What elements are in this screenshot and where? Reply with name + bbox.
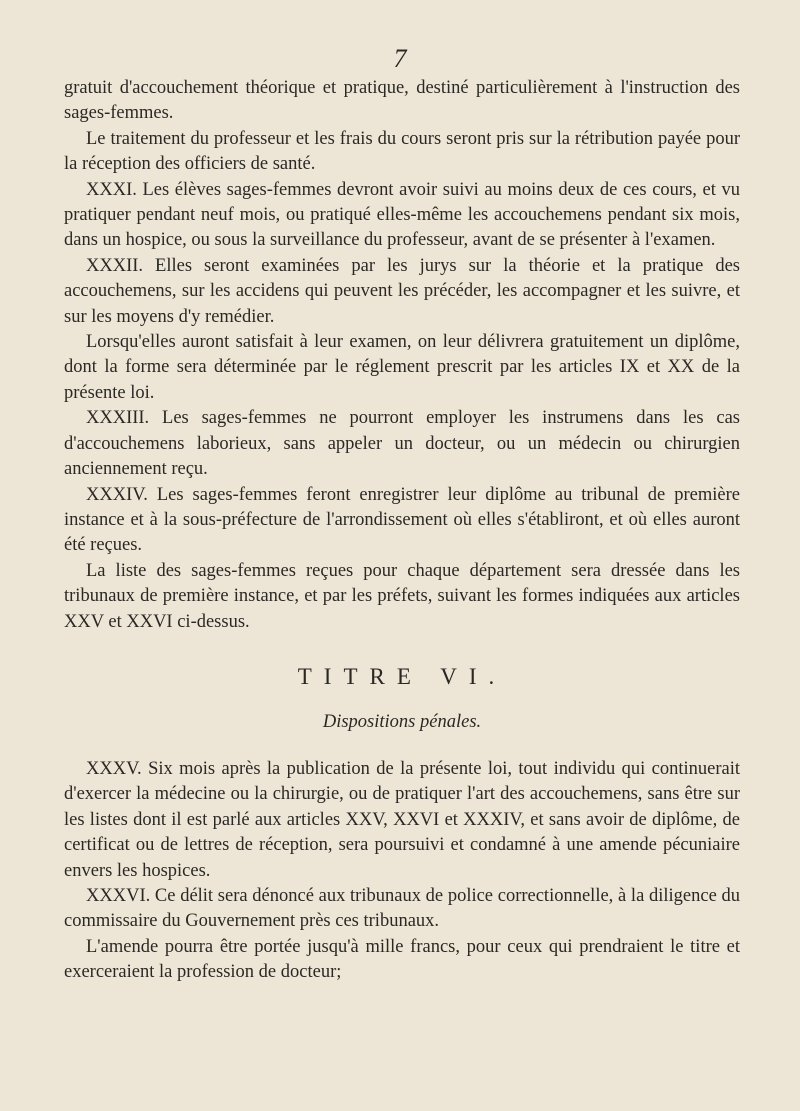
body-after-title: [64, 757, 740, 986]
section-subtitle: Dispositions pénales.: [322, 711, 482, 732]
paragraph: Lorsqu'elles auront satisfait à leur examen, on leur délivrera gratuitement un diplôme, dont la forme sera déterminée par le réglement prescrit par les articles IX et XX de la présente loi.: [64, 332, 740, 403]
paragraph: XXXIV. Les sages-femmes feront enregistrer leur diplôme au tribunal de première instance et à la sous-préfecture de l'arrondissement où elles s'établiront, et où elles auront été reçues.: [64, 484, 740, 556]
paragraph: XXXIII. Les sages-femmes ne pourront employer les instrumens dans les cas d'accouchemens laborieux, sans appeler un docteur, ou un médecin ou chirurgien anciennement reçu.: [64, 408, 740, 480]
body-before-title: [64, 76, 740, 635]
page-number: 7: [393, 44, 407, 73]
paragraph: La liste des sages-femmes reçues pour chaque département sera dressée dans les tribunaux de première instance, et par les préfets, suivant les formes indiquées aux articles XXV et XXVI ci-dessus.: [64, 560, 740, 632]
paragraph: L'amende pourra être portée jusqu'à mille francs, pour ceux qui prendraient le titre et exerceraient la profession de docteur;: [64, 936, 740, 983]
section-title: TITRE VI.: [297, 663, 507, 689]
paragraph: gratuit d'accouchement théorique et pratique, destiné particulièrement à l'instruction des sages-femmes.: [64, 78, 740, 124]
page-body: [64, 76, 740, 986]
paragraph: XXXVI. Ce délit sera dénoncé aux tribunaux de police correctionnelle, à la diligence du commissaire du Gouvernement près ces tribunaux.: [64, 885, 740, 932]
paragraph: XXXV. Six mois après la publication de la présente loi, tout individu qui continuerait d'exercer la médecine ou la chirurgie, ou de pratiquer l'art des accouchemens, sans être sur les listes dont il est parlé aux articles XXV, XXVI et XXXIV, et sans avoir de diplôme, de certificat ou de lettres de réception, sera poursuivi et condamné à une amende pécuniaire envers les hospices.: [64, 758, 740, 881]
paragraph: XXXI. Les élèves sages-femmes devront avoir suivi au moins deux de ces cours, et vu pratiquer pendant neuf mois, ou pratiqué elles-même les accouchemens pendant six mois, dans un hospice, ou sous la surveillance du professeur, avant de se présenter à l'examen.: [64, 179, 740, 251]
paragraph: XXXII. Elles seront examinées par les jurys sur la théorie et la pratique des accouchemens, sur les accidens qui peuvent les précéder, les accompagner et les suivre, et sur les moyens d'y remédier.: [64, 255, 740, 327]
paragraph: Le traitement du professeur et les frais du cours seront pris sur la rétribution payée pour la réception des officiers de santé.: [64, 128, 740, 175]
